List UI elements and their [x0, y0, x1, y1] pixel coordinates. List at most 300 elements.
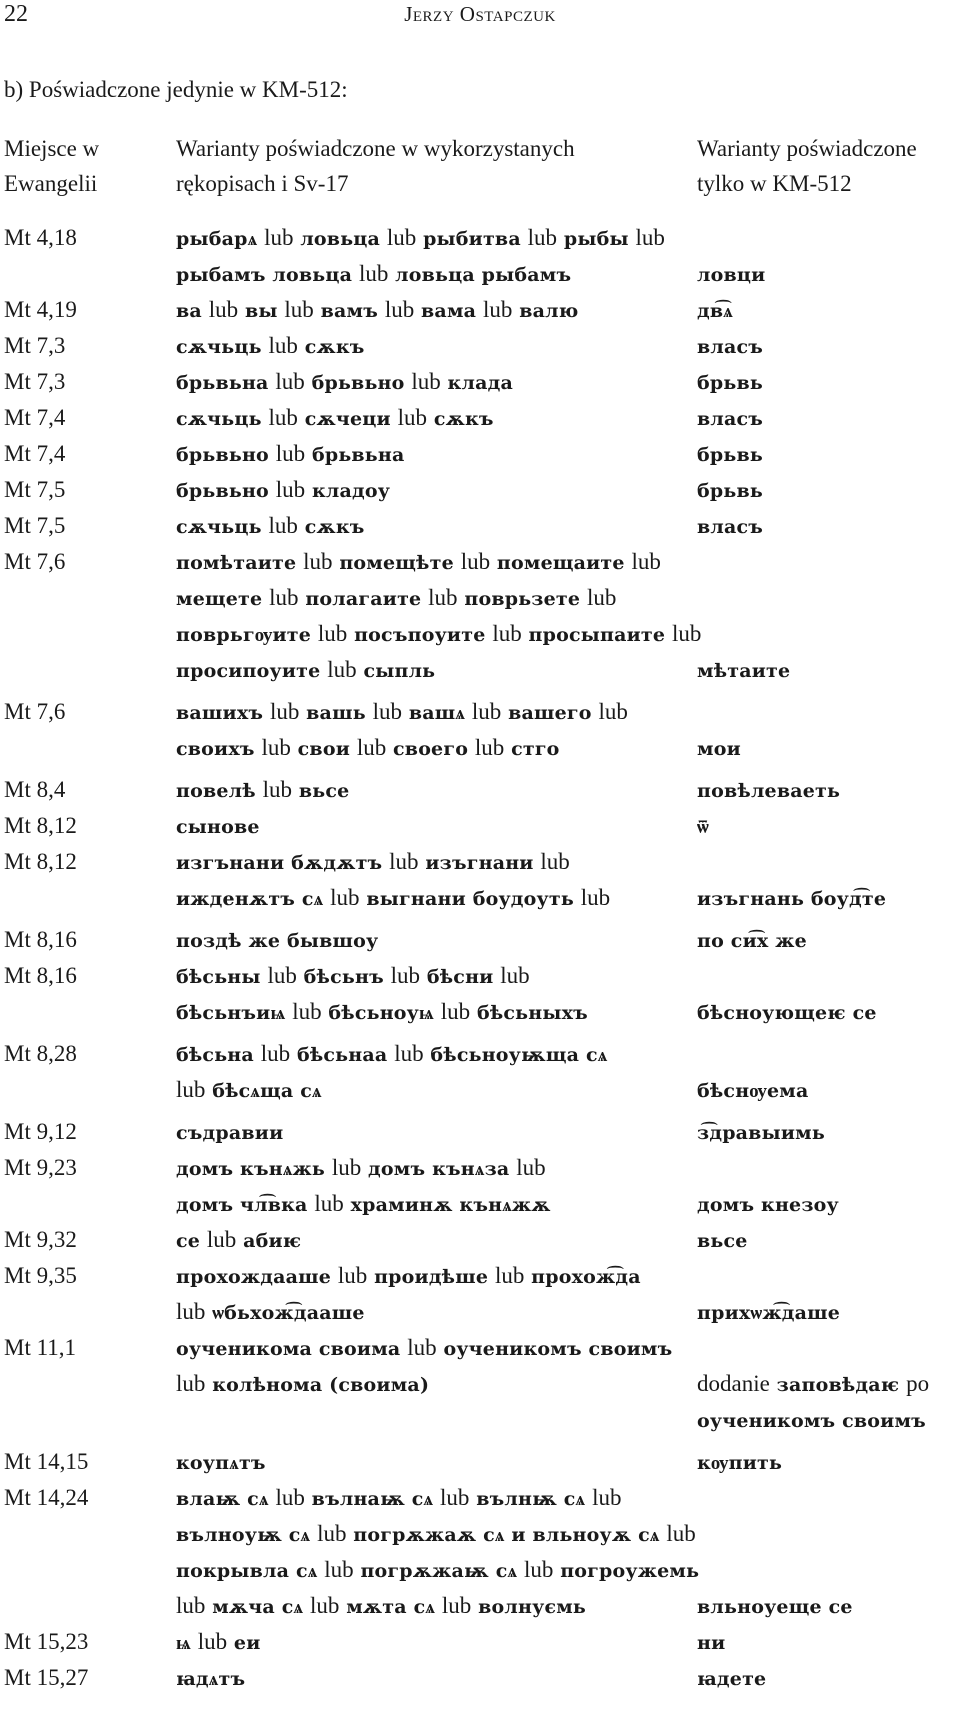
slavonic-text: домъ кнезоу [697, 1194, 839, 1216]
lub-word: lub [482, 297, 513, 322]
variant-line [176, 772, 696, 808]
lub-word: lub [260, 1041, 291, 1066]
slavonic-text: влаѭ сѧ [176, 1488, 276, 1510]
variant-line [176, 1480, 696, 1516]
km512-variant [697, 1222, 959, 1258]
lub-word: lub [269, 585, 299, 610]
slavonic-text: изъгнань боуд͡те [697, 888, 887, 910]
slavonic-text: з͡дравыимь [697, 1122, 825, 1144]
km512-line [697, 472, 959, 508]
lub-word: lub [471, 699, 502, 724]
slavonic-text: бѣсни [420, 966, 501, 988]
table-row [0, 1330, 960, 1438]
variant-line [176, 1444, 696, 1480]
slavonic-text: дв͡ѧ [697, 300, 733, 322]
slavonic-text: проидѣше [367, 1266, 495, 1288]
variant-line [176, 328, 696, 364]
lub-word: lub [264, 225, 294, 250]
slavonic-text: погрѫжаѫ сѧ и вльноуѫ сѧ [346, 1524, 667, 1546]
slavonic-text: сѫчеци [297, 408, 398, 430]
gospel-reference: Mt 9,23 [4, 1155, 77, 1180]
gospel-reference: Mt 8,28 [4, 1041, 77, 1066]
slavonic-text: сѫкъ [297, 336, 365, 358]
lub-word: lub [310, 1593, 340, 1618]
slavonic-text: вълнѭ сѧ [469, 1488, 593, 1510]
gospel-reference: Mt 7,6 [4, 699, 66, 724]
latin-word: dodanie [697, 1371, 770, 1396]
variant-line [176, 364, 696, 400]
km512-line [697, 400, 959, 436]
manuscript-variants [176, 922, 696, 958]
lub-word: lub [372, 699, 402, 724]
km512-variant [697, 1072, 959, 1108]
gospel-reference: Mt 11,1 [4, 1335, 76, 1360]
km512-variant [697, 1588, 959, 1624]
slavonic-text: вьсе [292, 780, 350, 802]
manuscript-variants [176, 436, 696, 472]
table-row [0, 808, 960, 844]
slavonic-text: прохож͡да [524, 1266, 641, 1288]
slavonic-text: бѣсьнаа [290, 1044, 395, 1066]
slavonic-text: бѣсьнъ [296, 966, 391, 988]
slavonic-text: брьвьна [305, 444, 405, 466]
lub-word: lub [500, 963, 530, 988]
slavonic-text: храминѫ кънѧжѫ [343, 1194, 551, 1216]
lub-word: lub [269, 699, 300, 724]
slavonic-text: рыбамъ ловьца [176, 264, 359, 286]
slavonic-text: мои [697, 738, 741, 760]
lub-word: lub [407, 1335, 437, 1360]
slavonic-text: валю [512, 300, 579, 322]
slavonic-text: рыбы [557, 228, 636, 250]
lub-word: lub [540, 849, 570, 874]
table-row [0, 1222, 960, 1258]
km512-line [697, 652, 959, 688]
gospel-reference: Mt 9,32 [4, 1227, 77, 1252]
gospel-reference: Mt 7,3 [4, 369, 66, 394]
slavonic-text: прохождааше [176, 1266, 338, 1288]
slavonic-text: кѹпить [697, 1452, 783, 1474]
slavonic-text: брьвь [697, 444, 763, 466]
variant-line [176, 1186, 696, 1222]
variant-line [176, 1624, 696, 1660]
variant-line [176, 694, 696, 730]
slavonic-text: оученикома своима [176, 1338, 408, 1360]
column-header-variants [176, 131, 696, 201]
running-head: Jerzy Ostapczuk [404, 2, 556, 26]
variant-line [176, 1330, 696, 1366]
gospel-reference: Mt 7,3 [4, 333, 66, 358]
km512-variant [697, 922, 959, 958]
lub-word: lub [303, 549, 333, 574]
slavonic-text: коупѧтъ [176, 1452, 266, 1474]
manuscript-variants [176, 328, 696, 364]
lub-word: lub [527, 225, 558, 250]
slavonic-text: поврьгѹите [176, 624, 318, 646]
slavonic-text: изъгнани [418, 852, 541, 874]
manuscript-variants [176, 844, 696, 916]
variant-line [176, 580, 696, 616]
slavonic-text: ловьца [293, 228, 387, 250]
slavonic-text: волнуємь [471, 1596, 587, 1618]
manuscript-variants [176, 1660, 696, 1696]
variant-line [176, 256, 696, 292]
slavonic-text: помещѣте [332, 552, 461, 574]
lub-word: lub [635, 225, 665, 250]
slavonic-text: сѫчьць [176, 516, 269, 538]
slavonic-text: вашихъ [176, 702, 270, 724]
slavonic-text: вы [238, 300, 285, 322]
table-row [0, 1624, 960, 1660]
variant-line [176, 922, 696, 958]
slavonic-text: посъпоуите [347, 624, 493, 646]
slavonic-text: брьвьна [176, 372, 276, 394]
variant-line [176, 1516, 696, 1552]
km512-line [697, 772, 959, 808]
manuscript-variants [176, 1624, 696, 1660]
slavonic-text: бѣсьноуѭща сѧ [423, 1044, 608, 1066]
km512-variant [697, 364, 959, 400]
page-header [0, 0, 960, 32]
lub-word: lub [394, 1041, 424, 1066]
manuscript-variants [176, 1258, 696, 1330]
variant-line [176, 1072, 696, 1108]
gospel-reference: Mt 4,18 [4, 225, 77, 250]
km512-line [697, 1366, 959, 1402]
variant-line [176, 1660, 696, 1696]
table-row [0, 1444, 960, 1480]
slavonic-text: мѣтаите [697, 660, 791, 682]
column-header-km512-line: Warianty poświadczone [697, 136, 917, 161]
slavonic-text: съдравии [176, 1122, 284, 1144]
manuscript-variants [176, 808, 696, 844]
slavonic-text: бѣсьнъиѩ [176, 1002, 293, 1024]
slavonic-text: ) [419, 1374, 430, 1396]
lub-word: lub [460, 549, 491, 574]
lub-word: lub [389, 849, 419, 874]
table-row [0, 400, 960, 436]
lub-word: lub [275, 1485, 305, 1510]
slavonic-text: вашего [501, 702, 599, 724]
table-row [0, 544, 960, 688]
lub-word: lub [358, 261, 389, 286]
lub-word: lub [275, 369, 305, 394]
lub-word: lub [275, 477, 306, 502]
table-row [0, 922, 960, 958]
gospel-reference: Mt 7,4 [4, 441, 66, 466]
variant-line [176, 508, 696, 544]
km512-variant [697, 1660, 959, 1696]
lub-word: lub [176, 1593, 206, 1618]
column-header-km512-line: tylko w KM-512 [697, 171, 852, 196]
km512-variant [697, 1444, 959, 1480]
column-header-ref-line: Miejsce w [4, 136, 100, 161]
km512-variant [697, 730, 959, 766]
km512-line [697, 1072, 959, 1108]
km512-line [697, 1114, 959, 1150]
km512-line [697, 292, 959, 328]
slavonic-text: се [176, 1230, 207, 1252]
manuscript-variants [176, 220, 696, 292]
slavonic-text: полагаите [298, 588, 429, 610]
gospel-reference: Mt 14,15 [4, 1449, 89, 1474]
km512-variant [697, 256, 959, 292]
slavonic-text: стго [504, 738, 560, 760]
variant-line [176, 1114, 696, 1150]
slavonic-text: вама [414, 300, 483, 322]
km512-line [697, 364, 959, 400]
table-row [0, 1258, 960, 1330]
manuscript-variants [176, 958, 696, 1030]
slavonic-text: по си͡х же [697, 930, 807, 952]
lub-word: lub [330, 885, 360, 910]
slavonic-text: брьвь [697, 480, 763, 502]
page-number: 22 [4, 1, 28, 27]
slavonic-text: свои [290, 738, 357, 760]
slavonic-text: поврьзете [457, 588, 587, 610]
lub-word: lub [176, 1371, 206, 1396]
column-header-ref-line: Ewangelii [4, 171, 98, 196]
table-row [0, 364, 960, 400]
lub-word: lub [671, 621, 702, 646]
variant-line [176, 1036, 696, 1072]
slavonic-text: бѣсьныхъ [470, 1002, 588, 1024]
lub-word: lub [440, 1485, 470, 1510]
slavonic-text: своихъ [176, 738, 262, 760]
table-row [0, 472, 960, 508]
km512-line [697, 994, 959, 1030]
lub-word: lub [516, 1155, 546, 1180]
slavonic-text: клада [440, 372, 513, 394]
table-row [0, 220, 960, 292]
slavonic-text: вьсе [697, 1230, 748, 1252]
column-header-km512 [697, 131, 959, 201]
variant-line [176, 1366, 696, 1402]
slavonic-text: своима [338, 1374, 420, 1396]
gospel-reference: Mt 8,12 [4, 813, 77, 838]
slavonic-text: рыбитва [416, 228, 528, 250]
lub-word: lub [317, 1521, 347, 1546]
manuscript-variants [176, 1330, 696, 1402]
slavonic-text: брьвьно [176, 480, 276, 502]
lub-word: lub [331, 1155, 362, 1180]
slavonic-text: сыпль [356, 660, 436, 682]
slavonic-text: повѣлеваеть [697, 780, 841, 802]
lub-word: lub [356, 735, 387, 760]
column-header-variants-line: rękopisach i Sv-17 [176, 171, 349, 196]
km512-variant [697, 1624, 959, 1660]
gospel-reference: Mt 15,27 [4, 1665, 89, 1690]
variant-line [176, 220, 696, 256]
slavonic-text: погрѫжаѭ сѧ [353, 1560, 524, 1582]
manuscript-variants [176, 1036, 696, 1108]
slavonic-text: ловьца рыбамъ [388, 264, 572, 286]
variant-line [176, 1552, 700, 1588]
lub-word: lub [441, 1593, 472, 1618]
slavonic-text: кладоу [305, 480, 391, 502]
slavonic-text: абиѥ [236, 1230, 302, 1252]
variant-line [176, 292, 696, 328]
km512-variant [697, 400, 959, 436]
manuscript-variants [176, 1222, 696, 1258]
lub-word: lub [587, 585, 617, 610]
slavonic-text: вльноуеще се [697, 1596, 853, 1618]
table-row [0, 508, 960, 544]
lub-word: lub [390, 963, 421, 988]
slavonic-text: сѫкъ [427, 408, 494, 430]
variant-line [176, 730, 696, 766]
km512-line [697, 922, 959, 958]
variant-line [176, 844, 696, 880]
gospel-reference: Mt 7,6 [4, 549, 66, 574]
km512-line [697, 508, 959, 544]
km512-variant [697, 1186, 959, 1222]
slavonic-text: еи [227, 1632, 261, 1654]
table-row [0, 1660, 960, 1696]
km512-variant [697, 508, 959, 544]
gospel-reference: Mt 8,16 [4, 963, 77, 988]
km512-variant [697, 772, 959, 808]
slavonic-text: колѣнома [205, 1374, 330, 1396]
lub-word: lub [262, 777, 293, 802]
lub-word: lub [208, 297, 239, 322]
km512-line [697, 256, 959, 292]
manuscript-variants [176, 772, 696, 808]
variant-line [176, 808, 696, 844]
manuscript-variants [176, 472, 696, 508]
slavonic-text: власъ [697, 408, 764, 430]
slavonic-text: бѣсьны [176, 966, 268, 988]
slavonic-text: вамъ [313, 300, 385, 322]
slavonic-text: бѣсьноуѩ [321, 1002, 441, 1024]
km512-line [697, 436, 959, 472]
slavonic-text: ижденѫтъ сѧ [176, 888, 331, 910]
slavonic-text: бѣсѧща сѧ [205, 1080, 322, 1102]
manuscript-variants [176, 400, 696, 436]
slavonic-text: своего [386, 738, 475, 760]
lub-word: lub [314, 1191, 344, 1216]
manuscript-variants [176, 508, 696, 544]
variant-line [176, 616, 702, 652]
slavonic-text: мещете [176, 588, 270, 610]
table-row [0, 694, 960, 766]
slavonic-text: вашѧ [402, 702, 472, 724]
slavonic-text: прихѡж͡даше [697, 1302, 841, 1324]
slavonic-text: домъ кънѧза [361, 1158, 517, 1180]
slavonic-text: домъ чл͡вка [176, 1194, 315, 1216]
lub-word: lub [176, 1077, 206, 1102]
slavonic-text: рыбарѧ [176, 228, 265, 250]
gospel-reference: Mt 9,35 [4, 1263, 77, 1288]
lub-word: lub [411, 369, 441, 394]
table-row [0, 958, 960, 1030]
slavonic-text: погроужемь [553, 1560, 700, 1582]
section-title: b) Poświadczone jedynie w KM-512: [4, 77, 348, 102]
slavonic-text: вълнаѭ сѧ [304, 1488, 441, 1510]
manuscript-variants [176, 694, 696, 766]
variant-line [176, 400, 696, 436]
slavonic-text: сѫчьць [176, 408, 269, 430]
slavonic-text: выгнани боудоуть [359, 888, 581, 910]
lub-word: lub [284, 297, 314, 322]
lub-word: lub [317, 621, 348, 646]
table-row [0, 844, 960, 916]
slavonic-text: заповѣдаѥ [769, 1374, 907, 1396]
manuscript-variants [176, 1150, 696, 1222]
slavonic-text: брьвьно [176, 444, 276, 466]
variant-line [176, 1588, 696, 1624]
column-header-variants-line: Warianty poświadczone w wykorzystanych [176, 136, 575, 161]
table-row [0, 1480, 960, 1624]
latin-word: po [906, 1371, 930, 1396]
manuscript-variants [176, 364, 696, 400]
km512-line [697, 1588, 959, 1624]
km512-line [697, 880, 959, 916]
slavonic-text: ꙗдете [697, 1668, 767, 1690]
slavonic-text: ꙗдѧтъ [176, 1668, 246, 1690]
lub-word: lub [384, 297, 415, 322]
manuscript-variants [176, 1480, 700, 1624]
variant-line [176, 880, 696, 916]
slavonic-text: ѡбьхож͡дааше [205, 1302, 365, 1324]
lub-word: lub [327, 657, 357, 682]
gospel-reference: Mt 9,12 [4, 1119, 77, 1144]
variant-line [176, 958, 696, 994]
lub-word: lub [386, 225, 417, 250]
variant-line [176, 652, 696, 688]
slavonic-text: ѿ [697, 816, 709, 838]
km512-variant [697, 652, 959, 688]
lub-word: lub [474, 735, 505, 760]
lub-word: lub [580, 885, 611, 910]
gospel-reference: Mt 7,5 [4, 477, 66, 502]
manuscript-variants [176, 544, 702, 688]
lub-word: lub [261, 735, 291, 760]
lub-word: lub [324, 1557, 354, 1582]
lub-word: lub [176, 1299, 206, 1324]
manuscript-variants [176, 292, 696, 328]
variant-line [176, 544, 696, 580]
km512-line [697, 808, 959, 844]
variant-line [176, 1150, 696, 1186]
km512-line [697, 1660, 959, 1696]
slavonic-text: оученикомъ своимъ [697, 1410, 926, 1432]
gospel-reference: Mt 8,12 [4, 849, 77, 874]
km512-variant [697, 292, 959, 328]
table-row [0, 1036, 960, 1108]
lub-word: lub [666, 1521, 696, 1546]
slavonic-text: ( [329, 1374, 339, 1396]
table-row [0, 328, 960, 364]
lub-word: lub [206, 1227, 237, 1252]
km512-variant [697, 808, 959, 844]
lub-word: lub [268, 333, 298, 358]
km512-variant [697, 1114, 959, 1150]
lub-word: lub [397, 405, 428, 430]
table-row [0, 292, 960, 328]
variant-line [176, 1222, 696, 1258]
slavonic-text: ва [176, 300, 209, 322]
slavonic-text: ѩ [176, 1632, 198, 1654]
gospel-reference: Mt 8,4 [4, 777, 66, 802]
km512-variant [697, 436, 959, 472]
slavonic-text: домъ кънѧжь [176, 1158, 332, 1180]
km512-line [697, 1222, 959, 1258]
slavonic-text: брьвь [697, 372, 763, 394]
table-row [0, 1150, 960, 1222]
km512-line [697, 1294, 959, 1330]
km512-variant [697, 880, 959, 916]
